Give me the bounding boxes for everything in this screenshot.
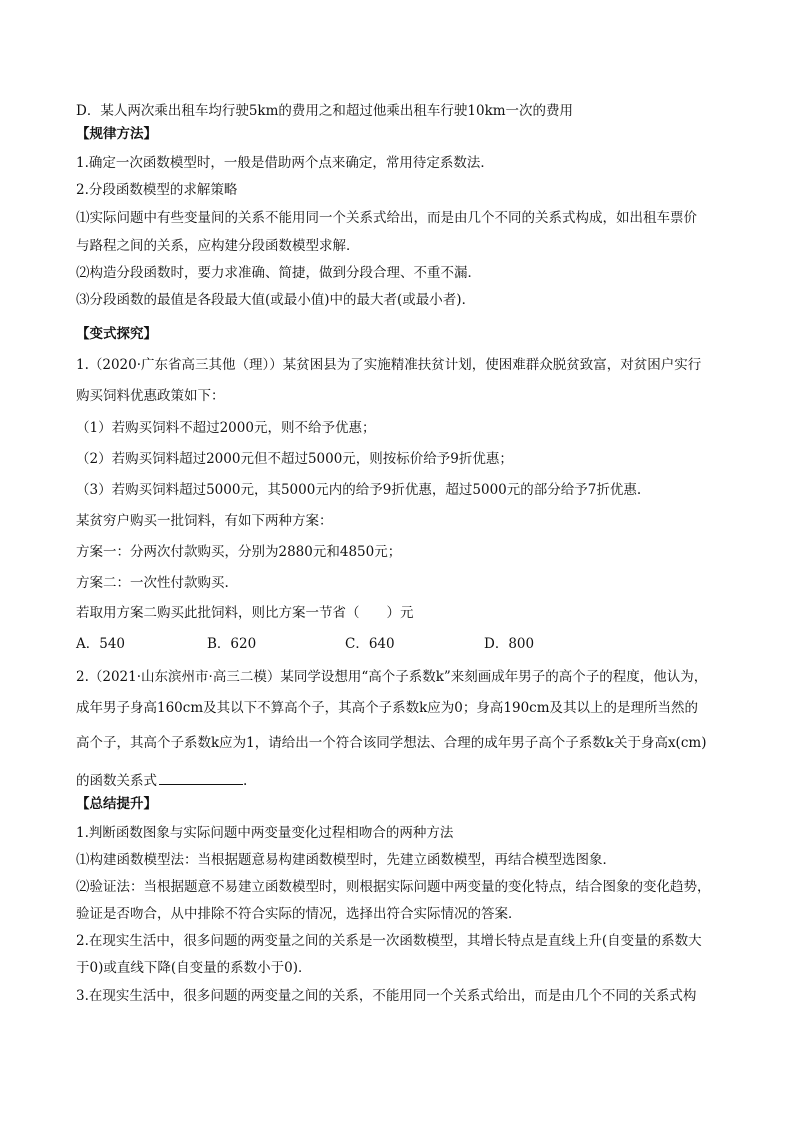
q1-condition-3: （3）若购买饲料超过5000元，其5000元内的给予9折优惠，超过5000元的部分给予7折优惠. xyxy=(76,482,642,498)
method-point-4: ⑵构造分段函数时，要力求准确、简捷，做到分段合理、不重不漏． xyxy=(76,265,481,281)
variant-heading: 【变式探究】 xyxy=(76,326,157,342)
summary-point-1: 1.判断函数图象与实际问题中两变量变化过程相吻合的两种方法 xyxy=(76,825,454,841)
method-point-3a: ⑴实际问题中有些变量间的关系不能用同一个关系式给出，而是由几个不同的关系式构成，如出租车票价 xyxy=(76,210,697,226)
q1-options xyxy=(76,634,636,654)
q2-stem-line2: 成年男子身高160cm及其以下不算高个子，其高个子系数k应为0；身高190cm及其以上的是理所当然的 xyxy=(76,700,699,716)
q2-stem-line3: 高个子，其高个子系数k应为1，请给出一个符合该同学想法、合理的成年男子高个子系数k关于身高x(cm) xyxy=(76,735,707,751)
method-point-3b: 与路程之间的关系，应构建分段函数模型求解． xyxy=(76,238,360,254)
q1-option-a[interactable]: A．540 xyxy=(76,636,126,652)
q1-question: 若取用方案二购买此批饲料，则比方案一节省（ ）元 xyxy=(76,605,414,621)
q1-plan-one: 方案一：分两次付款购买，分别为2880元和4850元； xyxy=(76,544,402,560)
q1-option-b[interactable]: B．620 xyxy=(207,636,257,652)
q1-plan-two: 方案二：一次性付款购买. xyxy=(76,575,229,591)
q2-stem-line4 xyxy=(76,770,247,791)
method-point-2: 2.分段函数模型的求解策略 xyxy=(76,182,238,198)
q1-stem-line1: 1.（2020·广东省高三其他（理））某贫困县为了实施精准扶贫计划，使困难群众脱贫致富，对贫困户实行 xyxy=(76,357,702,373)
summary-point-1-method-1: ⑴构建函数模型法：当根据题意易构建函数模型时，先建立函数模型，再结合模型选图象． xyxy=(76,852,616,868)
summary-point-2b: 于0)或直线下降(自变量的系数小于0)． xyxy=(76,960,312,976)
method-point-5: ⑶分段函数的最值是各段最大值(或最小值)中的最大者(或最小者)． xyxy=(76,292,476,308)
method-point-1: 1.确定一次函数模型时，一般是借助两个点来确定，常用待定系数法． xyxy=(76,155,494,171)
q2-period: . xyxy=(243,773,248,789)
q1-option-c[interactable]: C．640 xyxy=(345,636,395,652)
option-d-text: D．某人两次乘出租车均行驶5km的费用之和超过他乘出租车行驶10km一次的费用 xyxy=(76,103,574,119)
q1-option-d[interactable]: D．800 xyxy=(484,636,535,652)
summary-point-1-method-2a: ⑵验证法：当根据题意不易建立函数模型时，则根据实际问题中两变量的变化特点，结合图象的变化趋势， xyxy=(76,879,711,895)
summary-point-1-method-2b: 验证是否吻合，从中排除不符合实际的情况，选择出符合实际情况的答案． xyxy=(76,906,522,922)
summary-point-3: 3.在现实生活中，很多问题的两变量之间的关系，不能用同一个关系式给出，而是由几个不同的关系式构 xyxy=(76,988,697,1004)
q1-condition-2: （2）若购买饲料超过2000元但不超过5000元，则按标价给予9折优惠； xyxy=(76,451,513,467)
q2-answer-blank[interactable] xyxy=(159,770,243,785)
q1-stem-line2: 购买饲料优惠政策如下： xyxy=(76,388,225,404)
summary-heading: 【总结提升】 xyxy=(76,796,157,812)
q1-condition-1: （1）若购买饲料不超过2000元，则不给予优惠； xyxy=(76,420,376,436)
q2-prompt: 的函数关系式 xyxy=(76,773,157,789)
summary-point-2a: 2.在现实生活中，很多问题的两变量之间的关系是一次函数模型，其增长特点是直线上升(自变量的系数大 xyxy=(76,933,702,949)
q2-stem-line1: 2.（2021·山东滨州市·高三二模）某同学设想用“高个子系数k”来刻画成年男子的高个子的程度，他认为， xyxy=(76,669,708,685)
q1-scenario: 某贫穷户购买一批饲料，有如下两种方案： xyxy=(76,513,333,529)
method-heading: 【规律方法】 xyxy=(76,126,157,142)
